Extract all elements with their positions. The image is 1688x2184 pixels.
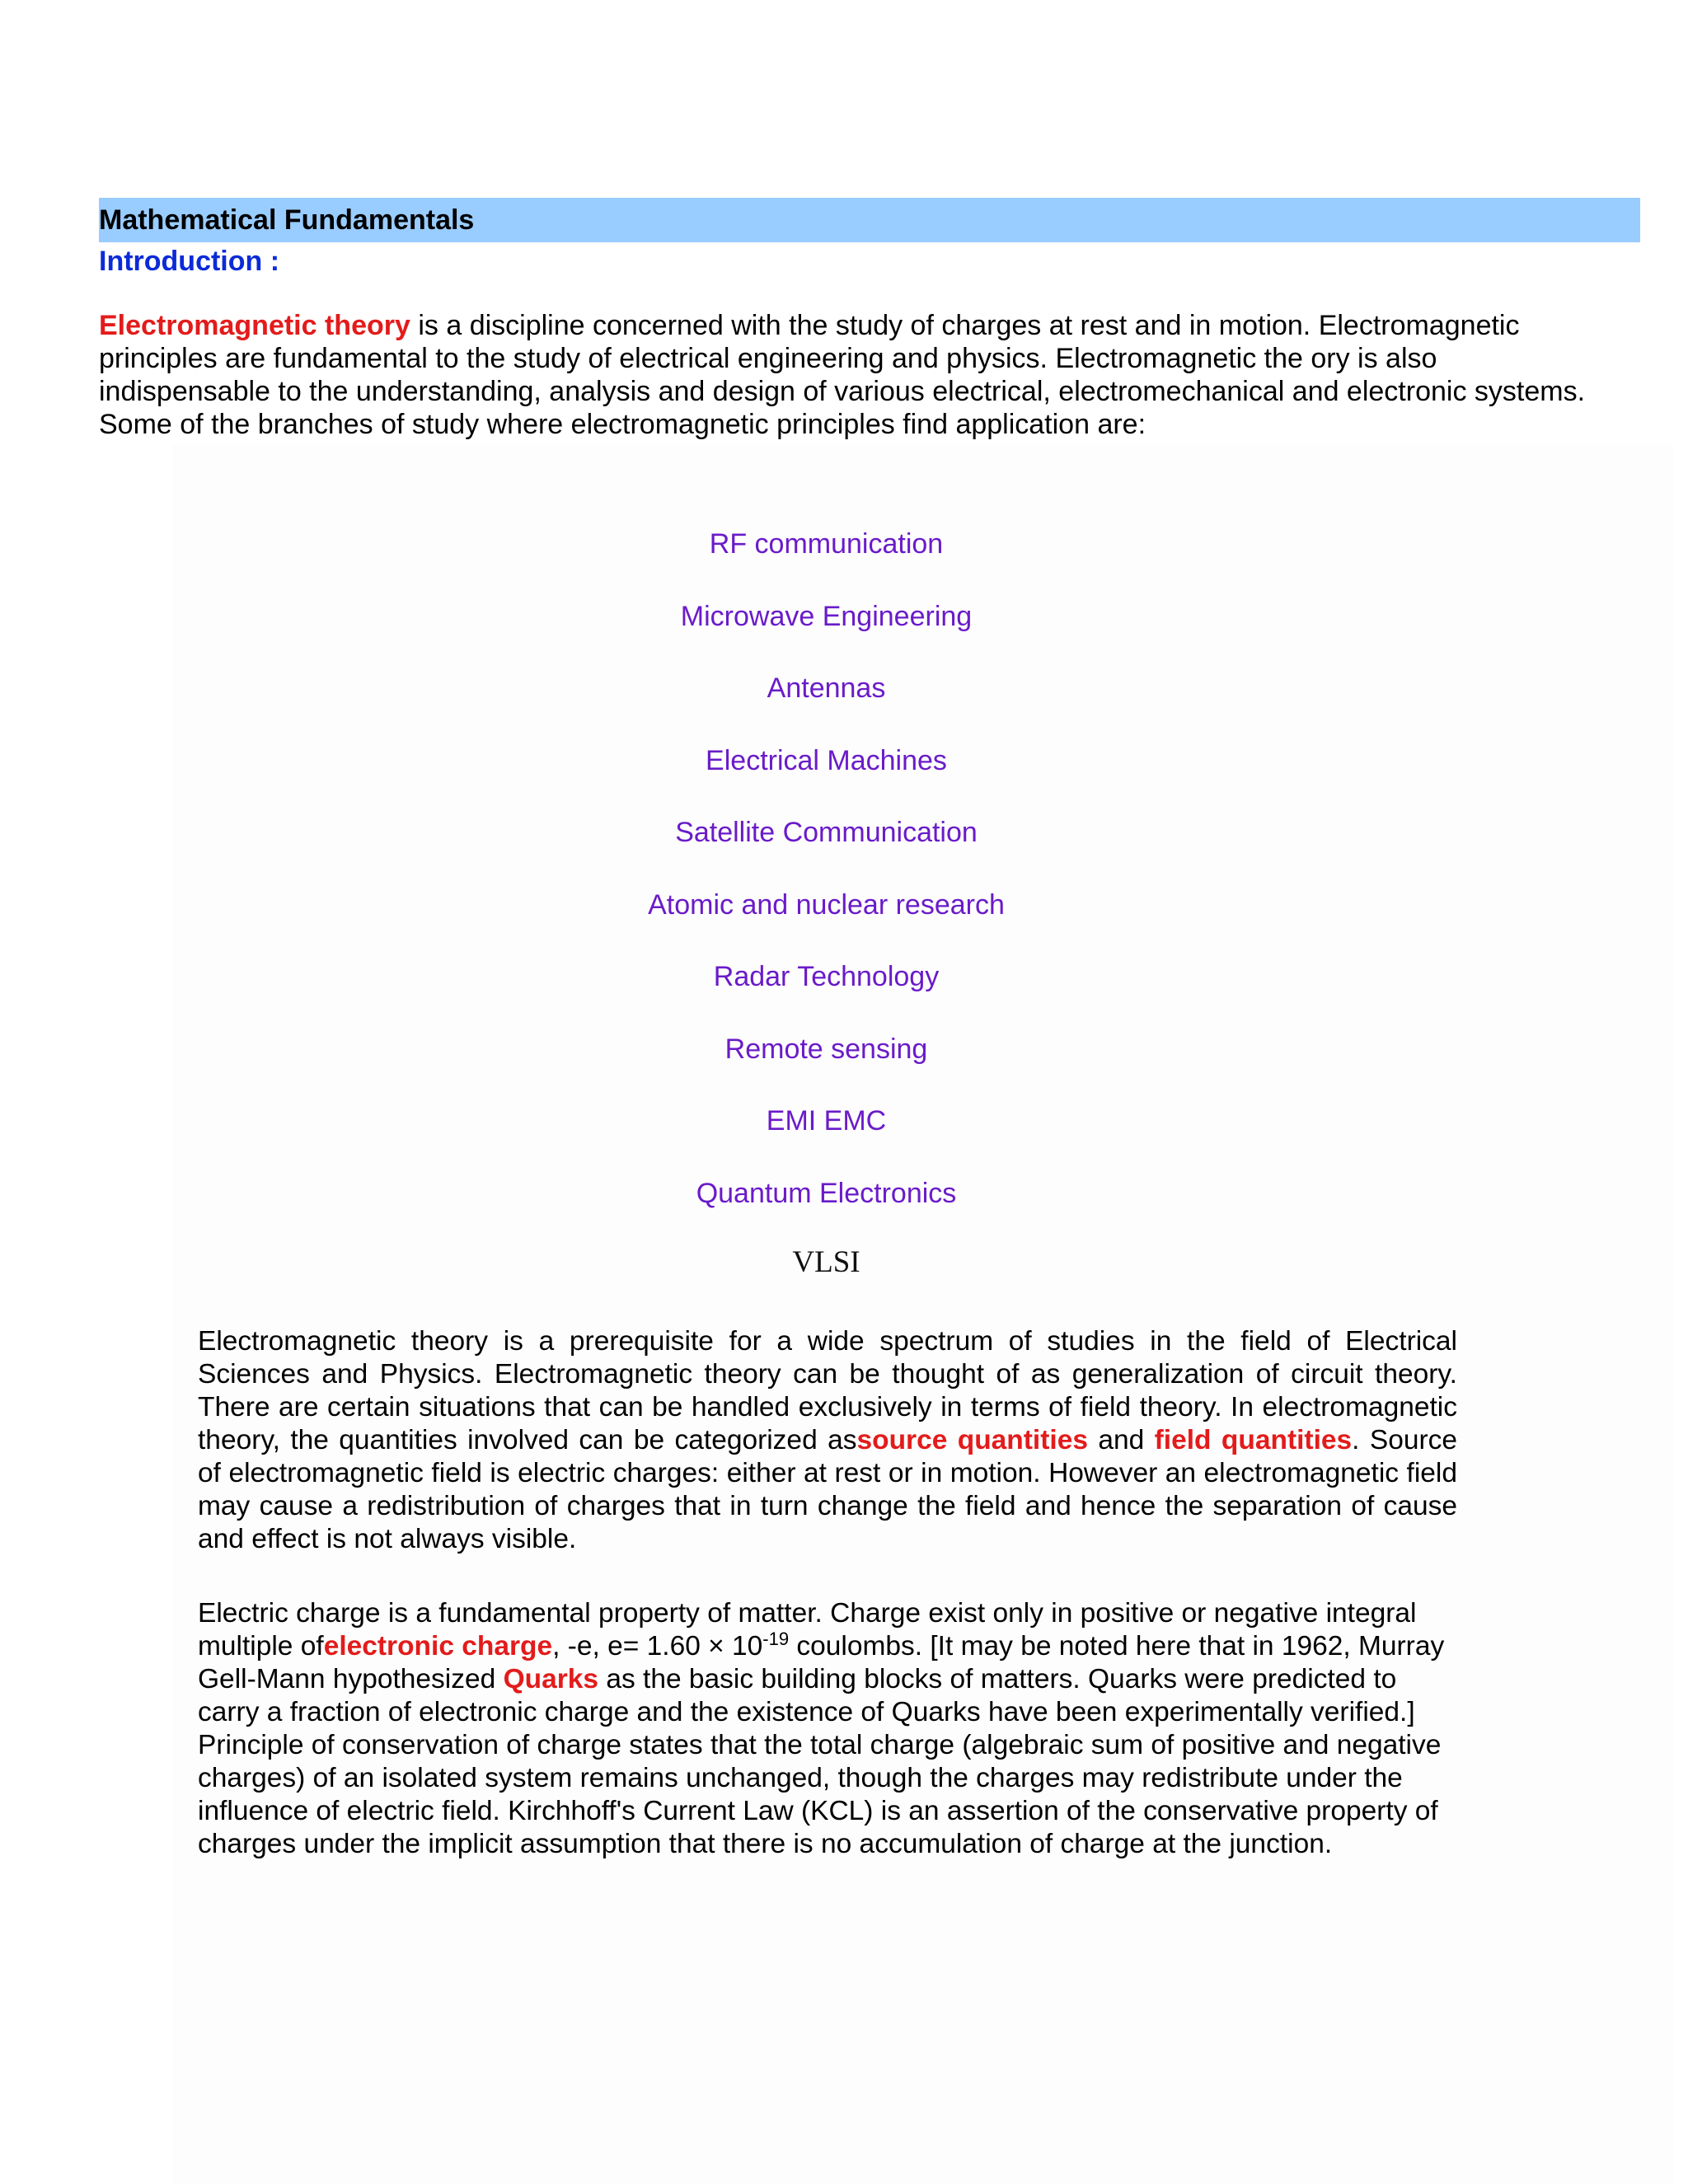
para2-text-3: . Source of electromagnetic field is electric charges: either at rest or in motion. However an electromagnetic field may cause a redistribution of charges that in turn change the field and hence the separation of cause and effect is not always visible. xyxy=(198,1425,1457,1554)
highlight-field-quantities: field quantities xyxy=(1154,1425,1353,1455)
highlight-quarks: Quarks xyxy=(503,1664,599,1694)
list-item: Microwave Engineering xyxy=(680,600,973,632)
intro-paragraph xyxy=(99,309,1615,441)
highlight-electronic-charge: electronic charge xyxy=(323,1631,553,1661)
list-item: Satellite Communication xyxy=(675,817,978,848)
list-item: Antennas xyxy=(767,673,886,704)
exponent: -19 xyxy=(762,1628,790,1649)
list-item: Quantum Electronics xyxy=(696,1177,957,1209)
list-item: Atomic and nuclear research xyxy=(648,888,1005,921)
para3-text-2: , -e, e= 1.60 × 10 xyxy=(552,1631,763,1661)
para3-text-1: Electric charge is a fundamental property of matter. Charge exist only in positive or negative integral multiple of xyxy=(198,1598,1417,1661)
field-theory-paragraph xyxy=(198,1325,1457,1556)
introduction-heading: Introduction : xyxy=(99,246,280,277)
intro-text: is a discipline concerned with the study of charges at rest and in motion. Electromagnetic principles are fundamental to the study of electrical engineering and physics. Electromagnetic the ory is also indispensable to the understanding, analysis and design of various electrical, electromechanical and electronic systems. Some of the branches of study where electromagnetic principles find application are: xyxy=(99,310,1586,440)
applications-list xyxy=(0,527,1653,1249)
list-item: EMI EMC xyxy=(766,1105,887,1137)
list-item-vlsi: VLSI xyxy=(792,1245,860,1279)
section-title: Mathematical Fundamentals xyxy=(99,204,475,236)
list-item: RF communication xyxy=(709,528,944,560)
para3-text-3: coulombs. [It may be noted here that in 1962, Murray Gell-Mann hypothesized xyxy=(198,1631,1445,1694)
para3-text-4: as the basic building blocks of matters. Quarks were predicted to carry a fraction of electronic charge and the existence of Quarks have been experimentally verified.] Principle of conservation of charge states that the total charge (algebraic sum of positive and negative charges) of an isolated system remains unchanged, though the charges may redistribute under the influence of electric field. Kirchhoff's Current Law (KCL) is an assertion of the conservative property of charges under the implicit assumption that there is no accumulation of charge at the junction. xyxy=(198,1664,1442,1859)
list-item: Radar Technology xyxy=(713,961,940,992)
list-item: Remote sensing xyxy=(724,1033,928,1065)
electric-charge-paragraph xyxy=(198,1597,1457,1861)
highlight-source-quantities: source quantities xyxy=(856,1425,1088,1455)
para2-text-1: Electromagnetic theory is a prerequisite for a wide spectrum of studies in the field of Electrical Sciences and Physics. Electromagnetic theory can be thought of as generalization of circuit theory. There are certain situations that can be handled exclusively in terms of field theory. In electromagnetic theory, the quantities involved can be categorized as xyxy=(198,1326,1457,1455)
list-item: Electrical Machines xyxy=(706,744,947,776)
highlight-electromagnetic-theory: Electromagnetic theory xyxy=(99,310,410,341)
para2-text-2: and xyxy=(1087,1425,1155,1455)
